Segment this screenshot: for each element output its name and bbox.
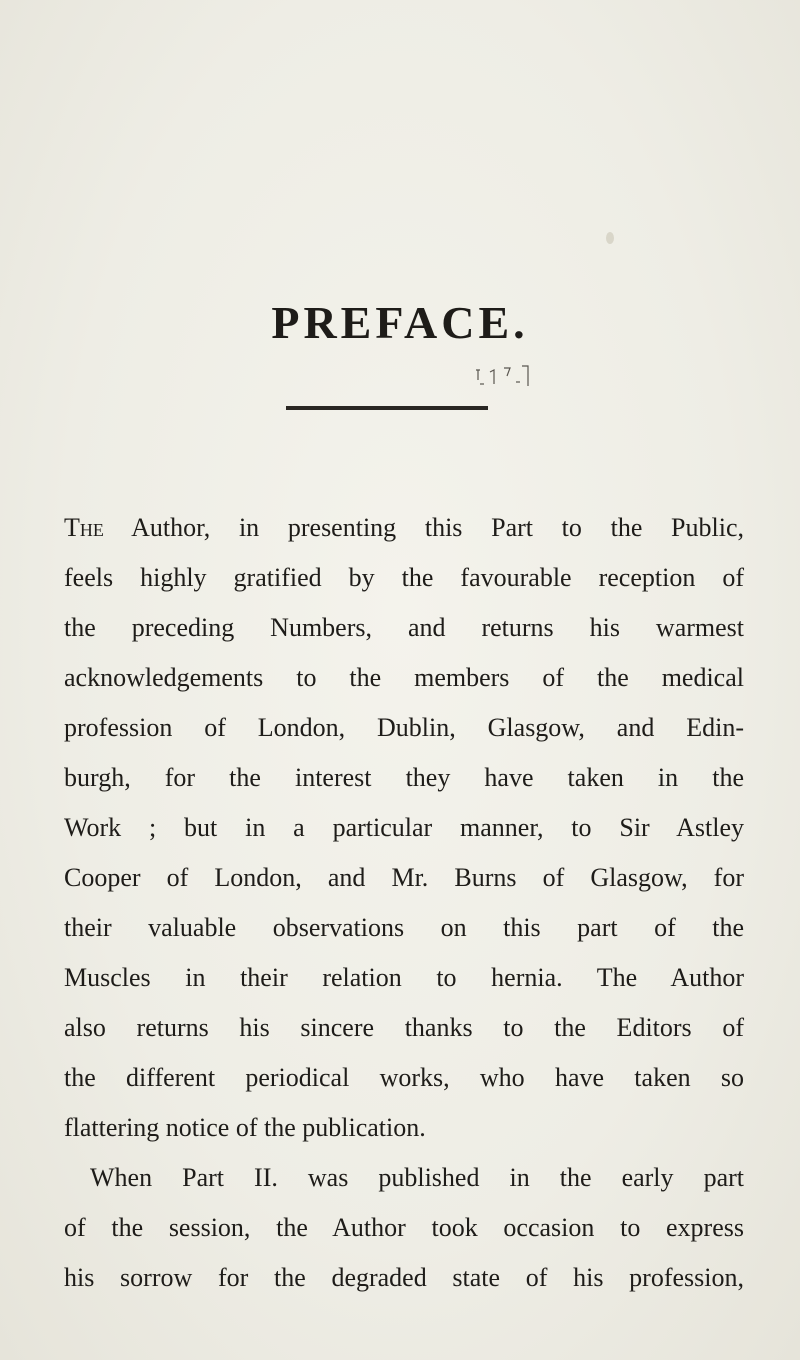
text-line: also returns his sincere thanks to the Editors of: [64, 1013, 744, 1042]
text-line: of the session, the Author took occasion to express: [64, 1213, 744, 1242]
text-line: the preceding Numbers, and returns his warmest: [64, 613, 744, 642]
first-word: The: [64, 513, 104, 542]
text-line: Work ; but in a particular manner, to Sir Astley: [64, 813, 744, 842]
text-line: When Part II. was published in the early part: [90, 1163, 744, 1192]
printing-marks: [470, 362, 540, 412]
text-line: acknowledgements to the members of the medical: [64, 663, 744, 692]
paper-stain: [606, 232, 614, 244]
page-heading: PREFACE.: [271, 297, 529, 348]
text-line: flattering notice of the publication.: [64, 1113, 426, 1142]
text-line: feels highly gratified by the favourable reception of: [64, 563, 744, 592]
text-line: The Author, in presenting this Part to the Public,: [64, 513, 744, 542]
text-line: profession of London, Dublin, Glasgow, and Edin-: [64, 713, 744, 742]
text-line: their valuable observations on this part of the: [64, 913, 744, 942]
heading-rule: [286, 406, 488, 410]
text-line: Cooper of London, and Mr. Burns of Glasgow, for: [64, 863, 744, 892]
text-line: Muscles in their relation to hernia. The Author: [64, 963, 744, 992]
preface-text: [64, 503, 744, 1303]
text-line: burgh, for the interest they have taken in the: [64, 763, 744, 792]
text-line: the different periodical works, who have taken so: [64, 1063, 744, 1092]
text-line: his sorrow for the degraded state of his profession,: [64, 1263, 744, 1292]
